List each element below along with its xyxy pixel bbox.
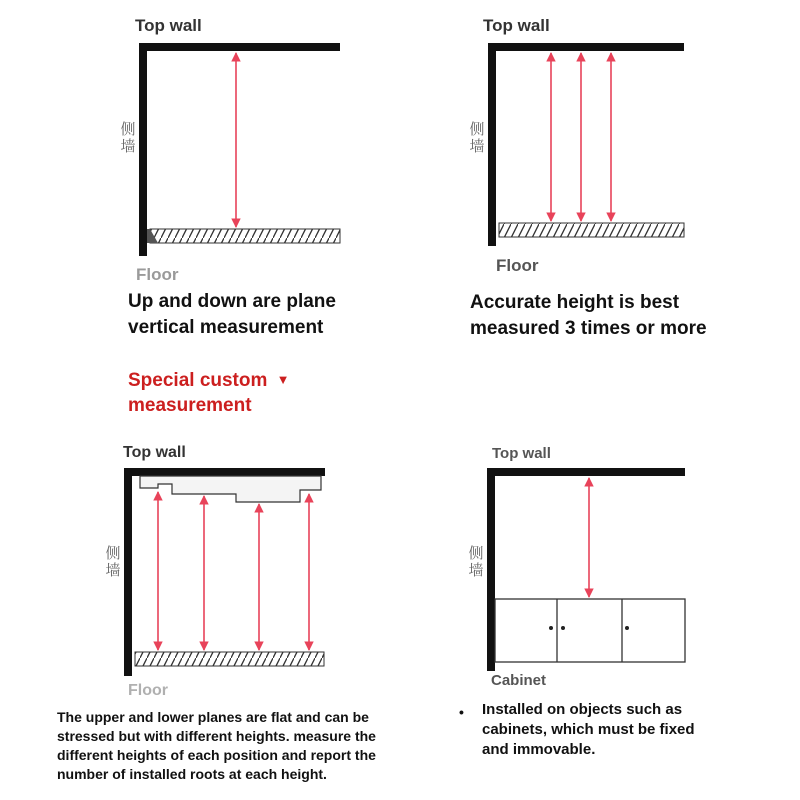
cabinet-knob-2: [561, 626, 565, 630]
panel3-uneven-ceiling: [140, 476, 321, 502]
bullet-icon: •: [459, 704, 464, 720]
panel3-caption-line4: number of installed roots at each height.: [57, 766, 327, 782]
cabinet-knob-3: [625, 626, 629, 630]
panel2-diagram: [488, 43, 684, 246]
panel2-top-wall-label: Top wall: [483, 16, 550, 35]
panel2-floor-slab: [499, 223, 684, 237]
panel1-caption-line2: vertical measurement: [128, 317, 324, 338]
panel1-diagram: [139, 43, 340, 256]
special-heading-line2: measurement: [128, 395, 252, 416]
panel4-top-wall-label: Top wall: [492, 445, 551, 462]
panel2-side-wall-label: 侧墙: [469, 121, 485, 155]
panel3-caption-line3: different heights of each position and report the: [57, 747, 376, 763]
special-heading-line1: [128, 367, 290, 393]
panel3-top-wall-label: Top wall: [123, 444, 186, 461]
panel2-caption: [470, 290, 707, 342]
panel2-side-wall: [488, 43, 496, 246]
panel1-top-wall: [139, 43, 340, 51]
special-heading: [128, 367, 290, 418]
cabinet-body: [495, 599, 685, 662]
panel1-top-wall-label: Top wall: [135, 16, 202, 35]
cabinet-label: Cabinet: [491, 672, 547, 689]
panel4-caption-line2: cabinets, which must be fixed: [482, 721, 695, 738]
panel1-floor-slab: [150, 229, 340, 243]
panel1-caption: [128, 289, 336, 341]
panel1-side-wall: [139, 43, 147, 256]
panel4-caption: [482, 700, 695, 760]
panel3-diagram: [124, 468, 325, 676]
panel3-caption-line2: stressed but with different heights. measure the: [57, 728, 376, 744]
triangle-down-icon: ▼: [276, 372, 290, 387]
panel4-side-wall: [487, 468, 495, 671]
panel4-caption-line3: and immovable.: [482, 741, 596, 758]
panel2-top-wall: [488, 43, 684, 51]
panel3-floor-label: Floor: [128, 682, 168, 699]
panel3-floor-slab: [135, 652, 324, 666]
panel1-floor-label: Floor: [136, 265, 179, 284]
panel3-side-wall-label: 侧墙: [105, 545, 121, 579]
panel3-side-wall: [124, 468, 132, 676]
special-heading-text: Special custom: [128, 370, 268, 391]
panel3-top-wall: [124, 468, 325, 476]
panel4-caption-line1: Installed on objects such as: [482, 701, 683, 718]
cabinet-knob-1: [549, 626, 553, 630]
panel1-caption-line1: Up and down are plane: [128, 291, 336, 312]
panel3-caption-line1: The upper and lower planes are flat and can be: [57, 709, 369, 725]
panel2-caption-line1: Accurate height is best: [470, 292, 680, 313]
panel4-side-wall-label: 侧墙: [468, 545, 484, 579]
panel4-diagram: [487, 468, 685, 671]
panel4-top-wall: [487, 468, 685, 476]
panel1-side-wall-label: 侧墙: [120, 121, 136, 155]
panel2-caption-line2: measured 3 times or more: [470, 318, 707, 339]
panel2-floor-label: Floor: [496, 256, 539, 275]
panel3-caption: [57, 708, 376, 784]
